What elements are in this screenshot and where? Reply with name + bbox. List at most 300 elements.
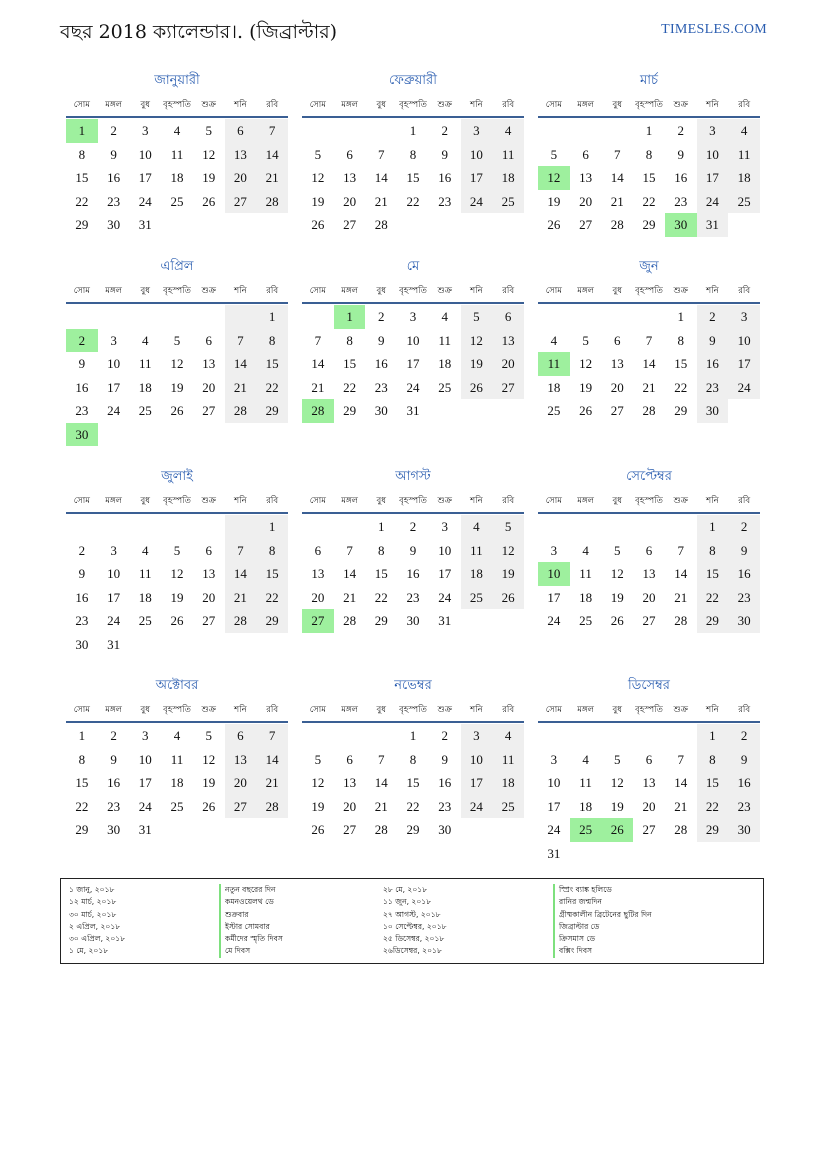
day-cell[interactable]: 12 (311, 775, 325, 790)
day-cell[interactable]: 3 (142, 728, 149, 743)
day-cell[interactable]: 1 (409, 728, 417, 743)
day-cell[interactable]: 4 (142, 542, 149, 558)
day-cell[interactable]: 5 (614, 751, 621, 767)
day-cell[interactable]: 2 (728, 724, 760, 748)
day-cell[interactable]: 22 (256, 586, 288, 610)
day-cell[interactable]: 16 (438, 170, 452, 185)
day-cell[interactable]: 18 (461, 562, 493, 586)
day-cell[interactable]: 1 (256, 515, 288, 539)
day-cell[interactable]: 26 (170, 613, 184, 628)
day-cell[interactable]: 8 (409, 146, 417, 162)
day-cell[interactable]: 16 (728, 562, 760, 586)
day-cell[interactable]: 12 (170, 356, 184, 371)
day-cell[interactable]: 9 (110, 751, 117, 767)
day-cell[interactable]: 1 (697, 515, 729, 539)
day-cell[interactable]: 16 (75, 379, 89, 395)
day-cell[interactable]: 14 (610, 170, 624, 185)
day-cell[interactable]: 5 (614, 542, 621, 558)
day-cell[interactable]: 10 (728, 329, 760, 353)
day-cell[interactable]: 2 (110, 123, 117, 138)
day-cell[interactable]: 14 (374, 775, 388, 790)
day-cell[interactable]: 21 (311, 379, 325, 395)
day-cell[interactable]: 6 (225, 119, 257, 143)
day-cell[interactable]: 2 (728, 515, 760, 539)
day-cell[interactable]: 26 (610, 613, 624, 628)
day-cell[interactable]: 27 (579, 217, 593, 232)
day-cell[interactable]: 21 (674, 798, 688, 814)
day-cell[interactable]: 23 (406, 589, 420, 605)
day-cell[interactable]: 20 (225, 166, 257, 190)
day-cell[interactable]: 17 (138, 775, 152, 790)
day-cell[interactable]: 6 (314, 542, 322, 558)
day-cell[interactable]: 29 (674, 403, 688, 418)
day-cell[interactable]: 7 (314, 332, 322, 348)
day-cell[interactable]: 3 (142, 123, 149, 138)
day-cell[interactable]: 13 (579, 170, 593, 185)
day-cell[interactable]: 13 (642, 775, 656, 790)
day-cell[interactable]: 20 (343, 798, 357, 814)
day-cell[interactable]: 30 (75, 636, 89, 652)
day-cell[interactable]: 12 (461, 329, 493, 353)
day-cell[interactable]: 6 (492, 305, 524, 329)
day-cell[interactable]: 10 (138, 146, 152, 162)
day-cell[interactable]: 28 (674, 822, 688, 837)
day-cell[interactable]: 9 (728, 748, 760, 772)
day-cell[interactable]: 19 (610, 798, 624, 814)
day-cell[interactable]: 19 (311, 798, 325, 814)
day-cell[interactable]: 29 (374, 613, 388, 628)
day-cell[interactable]: 27 (343, 822, 357, 837)
day-cell[interactable]: 16 (374, 356, 388, 371)
holiday-day[interactable]: 30 (665, 213, 697, 237)
day-cell[interactable]: 5 (314, 751, 322, 767)
day-cell[interactable]: 23 (107, 193, 121, 209)
day-cell[interactable]: 31 (138, 822, 152, 837)
day-cell[interactable]: 10 (406, 332, 420, 348)
day-cell[interactable]: 20 (225, 771, 257, 795)
day-cell[interactable]: 12 (311, 170, 325, 185)
holiday-day[interactable]: 27 (302, 609, 334, 633)
day-cell[interactable]: 1 (645, 123, 653, 138)
day-cell[interactable]: 16 (697, 352, 729, 376)
day-cell[interactable]: 8 (78, 146, 86, 162)
day-cell[interactable]: 18 (728, 166, 760, 190)
day-cell[interactable]: 7 (614, 146, 621, 162)
day-cell[interactable]: 18 (438, 356, 452, 371)
day-cell[interactable]: 4 (173, 728, 181, 743)
day-cell[interactable]: 14 (225, 562, 257, 586)
day-cell[interactable]: 7 (256, 119, 288, 143)
day-cell[interactable]: 9 (441, 751, 448, 767)
day-cell[interactable]: 17 (138, 170, 152, 185)
day-cell[interactable]: 3 (110, 332, 117, 348)
day-cell[interactable]: 2 (441, 728, 448, 743)
day-cell[interactable]: 23 (728, 795, 760, 819)
day-cell[interactable]: 13 (610, 356, 624, 371)
day-cell[interactable]: 11 (139, 356, 152, 371)
day-cell[interactable]: 31 (406, 403, 420, 418)
day-cell[interactable]: 11 (170, 751, 184, 767)
day-cell[interactable]: 28 (225, 609, 257, 633)
day-cell[interactable]: 13 (225, 143, 257, 167)
day-cell[interactable]: 13 (225, 748, 257, 772)
day-cell[interactable]: 13 (202, 566, 216, 581)
day-cell[interactable]: 23 (75, 613, 89, 628)
day-cell[interactable]: 31 (438, 613, 452, 628)
day-cell[interactable]: 6 (582, 146, 589, 162)
day-cell[interactable]: 25 (728, 190, 760, 214)
day-cell[interactable]: 30 (107, 217, 121, 232)
day-cell[interactable]: 28 (343, 613, 357, 628)
day-cell[interactable]: 18 (138, 379, 152, 395)
brand-link[interactable]: TIMESLES.COM (661, 22, 767, 37)
day-cell[interactable]: 21 (343, 589, 357, 605)
day-cell[interactable]: 4 (492, 724, 524, 748)
day-cell[interactable]: 23 (728, 586, 760, 610)
day-cell[interactable]: 27 (225, 795, 257, 819)
day-cell[interactable]: 19 (461, 352, 493, 376)
day-cell[interactable]: 22 (75, 798, 89, 814)
day-cell[interactable]: 25 (138, 613, 152, 628)
day-cell[interactable]: 2 (110, 728, 117, 743)
day-cell[interactable]: 23 (697, 376, 729, 400)
day-cell[interactable]: 17 (547, 798, 561, 814)
day-cell[interactable]: 4 (728, 119, 760, 143)
day-cell[interactable]: 6 (346, 146, 353, 162)
day-cell[interactable]: 1 (677, 309, 684, 324)
day-cell[interactable]: 6 (614, 332, 621, 348)
day-cell[interactable]: 27 (610, 403, 624, 418)
day-cell[interactable]: 29 (642, 217, 656, 232)
day-cell[interactable]: 10 (547, 775, 561, 790)
holiday-day[interactable]: 10 (538, 562, 570, 586)
day-cell[interactable]: 18 (492, 166, 524, 190)
day-cell[interactable]: 20 (642, 798, 656, 814)
day-cell[interactable]: 28 (374, 822, 388, 837)
day-cell[interactable]: 4 (492, 119, 524, 143)
day-cell[interactable]: 5 (582, 332, 589, 348)
day-cell[interactable]: 15 (406, 775, 420, 790)
day-cell[interactable]: 6 (225, 724, 257, 748)
day-cell[interactable]: 11 (492, 748, 524, 772)
day-cell[interactable]: 20 (610, 379, 624, 395)
day-cell[interactable]: 17 (438, 566, 452, 581)
day-cell[interactable]: 23 (674, 193, 688, 209)
day-cell[interactable]: 20 (492, 352, 524, 376)
day-cell[interactable]: 19 (610, 589, 624, 605)
day-cell[interactable]: 29 (406, 822, 420, 837)
day-cell[interactable]: 15 (406, 170, 420, 185)
day-cell[interactable]: 12 (579, 356, 593, 371)
day-cell[interactable]: 9 (728, 539, 760, 563)
day-cell[interactable]: 21 (225, 586, 257, 610)
day-cell[interactable]: 13 (202, 356, 216, 371)
holiday-day[interactable]: 1 (66, 119, 98, 143)
day-cell[interactable]: 2 (697, 305, 729, 329)
day-cell[interactable]: 24 (138, 798, 152, 814)
day-cell[interactable]: 24 (107, 613, 121, 628)
day-cell[interactable]: 25 (492, 190, 524, 214)
day-cell[interactable]: 28 (674, 613, 688, 628)
day-cell[interactable]: 8 (697, 748, 729, 772)
day-cell[interactable]: 29 (256, 399, 288, 423)
day-cell[interactable]: 5 (173, 542, 181, 558)
day-cell[interactable]: 4 (441, 309, 448, 324)
day-cell[interactable]: 5 (492, 515, 524, 539)
day-cell[interactable]: 28 (225, 399, 257, 423)
day-cell[interactable]: 8 (256, 329, 288, 353)
day-cell[interactable]: 16 (674, 170, 688, 185)
day-cell[interactable]: 11 (461, 539, 493, 563)
day-cell[interactable]: 20 (343, 193, 357, 209)
day-cell[interactable]: 21 (674, 589, 688, 605)
day-cell[interactable]: 4 (173, 123, 181, 138)
day-cell[interactable]: 9 (697, 329, 729, 353)
day-cell[interactable]: 2 (677, 123, 684, 138)
day-cell[interactable]: 11 (579, 566, 592, 581)
day-cell[interactable]: 13 (642, 566, 656, 581)
day-cell[interactable]: 30 (406, 613, 420, 628)
day-cell[interactable]: 3 (550, 542, 558, 558)
day-cell[interactable]: 19 (202, 170, 216, 185)
day-cell[interactable]: 29 (697, 609, 729, 633)
day-cell[interactable]: 6 (645, 751, 653, 767)
day-cell[interactable]: 25 (138, 403, 152, 418)
day-cell[interactable]: 14 (642, 356, 656, 371)
day-cell[interactable]: 26 (311, 217, 325, 232)
day-cell[interactable]: 19 (170, 379, 184, 395)
day-cell[interactable]: 25 (492, 795, 524, 819)
day-cell[interactable]: 7 (225, 539, 257, 563)
day-cell[interactable]: 16 (728, 771, 760, 795)
holiday-day[interactable]: 25 (570, 818, 602, 842)
day-cell[interactable]: 18 (547, 379, 561, 395)
holiday-day[interactable]: 1 (334, 305, 366, 329)
holiday-day[interactable]: 12 (538, 166, 570, 190)
day-cell[interactable]: 31 (697, 213, 729, 237)
day-cell[interactable]: 24 (438, 589, 452, 605)
day-cell[interactable]: 5 (173, 332, 181, 348)
day-cell[interactable]: 27 (343, 217, 357, 232)
day-cell[interactable]: 21 (256, 166, 288, 190)
day-cell[interactable]: 8 (256, 539, 288, 563)
holiday-day[interactable]: 28 (302, 399, 334, 423)
day-cell[interactable]: 19 (202, 775, 216, 790)
day-cell[interactable]: 6 (645, 542, 653, 558)
day-cell[interactable]: 11 (492, 143, 524, 167)
day-cell[interactable]: 12 (170, 566, 184, 581)
day-cell[interactable]: 27 (202, 613, 216, 628)
day-cell[interactable]: 22 (406, 798, 420, 814)
day-cell[interactable]: 20 (202, 589, 216, 605)
day-cell[interactable]: 19 (492, 562, 524, 586)
day-cell[interactable]: 1 (697, 724, 729, 748)
day-cell[interactable]: 14 (311, 356, 325, 371)
day-cell[interactable]: 15 (343, 356, 357, 371)
day-cell[interactable]: 15 (674, 356, 688, 371)
day-cell[interactable]: 9 (78, 566, 86, 581)
day-cell[interactable]: 29 (256, 609, 288, 633)
day-cell[interactable]: 10 (697, 143, 729, 167)
day-cell[interactable]: 17 (107, 379, 121, 395)
day-cell[interactable]: 3 (697, 119, 729, 143)
day-cell[interactable]: 17 (461, 166, 493, 190)
day-cell[interactable]: 16 (107, 170, 121, 185)
day-cell[interactable]: 21 (374, 798, 388, 814)
day-cell[interactable]: 31 (138, 217, 152, 232)
day-cell[interactable]: 13 (343, 170, 357, 185)
day-cell[interactable]: 23 (438, 798, 452, 814)
day-cell[interactable]: 3 (728, 305, 760, 329)
day-cell[interactable]: 30 (697, 399, 729, 423)
day-cell[interactable]: 16 (438, 775, 452, 790)
day-cell[interactable]: 15 (697, 771, 729, 795)
day-cell[interactable]: 10 (461, 143, 493, 167)
day-cell[interactable]: 14 (343, 566, 357, 581)
day-cell[interactable]: 11 (170, 146, 184, 162)
day-cell[interactable]: 18 (579, 798, 593, 814)
day-cell[interactable]: 13 (311, 566, 325, 581)
day-cell[interactable]: 30 (728, 609, 760, 633)
day-cell[interactable]: 9 (110, 146, 117, 162)
day-cell[interactable]: 14 (256, 748, 288, 772)
day-cell[interactable]: 15 (256, 352, 288, 376)
day-cell[interactable]: 12 (610, 566, 624, 581)
day-cell[interactable]: 12 (202, 146, 216, 162)
day-cell[interactable]: 31 (547, 845, 561, 861)
day-cell[interactable]: 5 (550, 146, 558, 162)
day-cell[interactable]: 5 (205, 123, 212, 138)
day-cell[interactable]: 12 (202, 751, 216, 767)
day-cell[interactable]: 11 (728, 143, 760, 167)
day-cell[interactable]: 25 (438, 379, 452, 395)
day-cell[interactable]: 1 (409, 123, 417, 138)
day-cell[interactable]: 7 (256, 724, 288, 748)
day-cell[interactable]: 21 (256, 771, 288, 795)
day-cell[interactable]: 2 (378, 309, 385, 324)
day-cell[interactable]: 19 (311, 193, 325, 209)
day-cell[interactable]: 22 (256, 376, 288, 400)
day-cell[interactable]: 9 (378, 332, 385, 348)
day-cell[interactable]: 23 (75, 403, 89, 418)
day-cell[interactable]: 3 (461, 724, 493, 748)
day-cell[interactable]: 15 (642, 170, 656, 185)
holiday-day[interactable]: 11 (538, 352, 570, 376)
day-cell[interactable]: 27 (492, 376, 524, 400)
day-cell[interactable]: 16 (107, 775, 121, 790)
day-cell[interactable]: 4 (582, 542, 589, 558)
day-cell[interactable]: 6 (205, 542, 212, 558)
day-cell[interactable]: 8 (378, 542, 385, 558)
day-cell[interactable]: 1 (78, 728, 86, 743)
day-cell[interactable]: 30 (438, 822, 452, 837)
day-cell[interactable]: 14 (374, 170, 388, 185)
day-cell[interactable]: 9 (409, 542, 417, 558)
day-cell[interactable]: 22 (674, 379, 688, 395)
day-cell[interactable]: 27 (642, 613, 656, 628)
day-cell[interactable]: 26 (492, 586, 524, 610)
day-cell[interactable]: 22 (697, 795, 729, 819)
day-cell[interactable]: 7 (225, 329, 257, 353)
day-cell[interactable]: 21 (610, 193, 624, 209)
day-cell[interactable]: 12 (610, 775, 624, 790)
day-cell[interactable]: 7 (378, 751, 385, 767)
day-cell[interactable]: 22 (697, 586, 729, 610)
day-cell[interactable]: 29 (75, 822, 89, 837)
day-cell[interactable]: 7 (378, 146, 385, 162)
day-cell[interactable]: 17 (107, 589, 121, 605)
day-cell[interactable]: 24 (728, 376, 760, 400)
day-cell[interactable]: 7 (677, 751, 684, 767)
day-cell[interactable]: 28 (256, 795, 288, 819)
day-cell[interactable]: 8 (346, 332, 353, 348)
day-cell[interactable]: 29 (697, 818, 729, 842)
holiday-day[interactable]: 26 (601, 818, 633, 842)
day-cell[interactable]: 26 (461, 376, 493, 400)
day-cell[interactable]: 7 (677, 542, 684, 558)
day-cell[interactable]: 12 (492, 539, 524, 563)
day-cell[interactable]: 4 (461, 515, 493, 539)
day-cell[interactable]: 10 (138, 751, 152, 767)
day-cell[interactable]: 18 (579, 589, 593, 605)
day-cell[interactable]: 27 (202, 403, 216, 418)
day-cell[interactable]: 21 (225, 376, 257, 400)
day-cell[interactable]: 4 (142, 332, 149, 348)
day-cell[interactable]: 14 (674, 775, 688, 790)
day-cell[interactable]: 5 (314, 146, 322, 162)
day-cell[interactable]: 7 (645, 332, 653, 348)
day-cell[interactable]: 3 (409, 309, 417, 324)
day-cell[interactable]: 13 (343, 775, 357, 790)
day-cell[interactable]: 24 (461, 190, 493, 214)
day-cell[interactable]: 6 (205, 332, 212, 348)
day-cell[interactable]: 11 (139, 566, 152, 581)
day-cell[interactable]: 22 (374, 589, 388, 605)
day-cell[interactable]: 18 (170, 775, 184, 790)
day-cell[interactable]: 20 (579, 193, 593, 209)
day-cell[interactable]: 3 (550, 751, 558, 767)
day-cell[interactable]: 26 (547, 217, 561, 232)
day-cell[interactable]: 15 (75, 775, 89, 790)
day-cell[interactable]: 17 (697, 166, 729, 190)
day-cell[interactable]: 10 (107, 566, 121, 581)
day-cell[interactable]: 22 (642, 193, 656, 209)
day-cell[interactable]: 21 (642, 379, 656, 395)
day-cell[interactable]: 22 (343, 379, 357, 395)
day-cell[interactable]: 1 (256, 305, 288, 329)
day-cell[interactable]: 3 (110, 542, 117, 558)
day-cell[interactable]: 22 (406, 193, 420, 209)
day-cell[interactable]: 30 (374, 403, 388, 418)
day-cell[interactable]: 26 (311, 822, 325, 837)
day-cell[interactable]: 30 (728, 818, 760, 842)
day-cell[interactable]: 26 (202, 798, 216, 814)
day-cell[interactable]: 26 (579, 403, 593, 418)
day-cell[interactable]: 23 (438, 193, 452, 209)
day-cell[interactable]: 18 (170, 170, 184, 185)
holiday-day[interactable]: 30 (66, 423, 98, 447)
day-cell[interactable]: 25 (461, 586, 493, 610)
day-cell[interactable]: 11 (579, 775, 592, 790)
day-cell[interactable]: 20 (642, 589, 656, 605)
day-cell[interactable]: 16 (406, 566, 420, 581)
day-cell[interactable]: 24 (547, 613, 561, 628)
day-cell[interactable]: 5 (205, 728, 212, 743)
day-cell[interactable]: 3 (441, 519, 448, 534)
day-cell[interactable]: 24 (138, 193, 152, 209)
day-cell[interactable]: 5 (461, 305, 493, 329)
day-cell[interactable]: 9 (677, 146, 684, 162)
